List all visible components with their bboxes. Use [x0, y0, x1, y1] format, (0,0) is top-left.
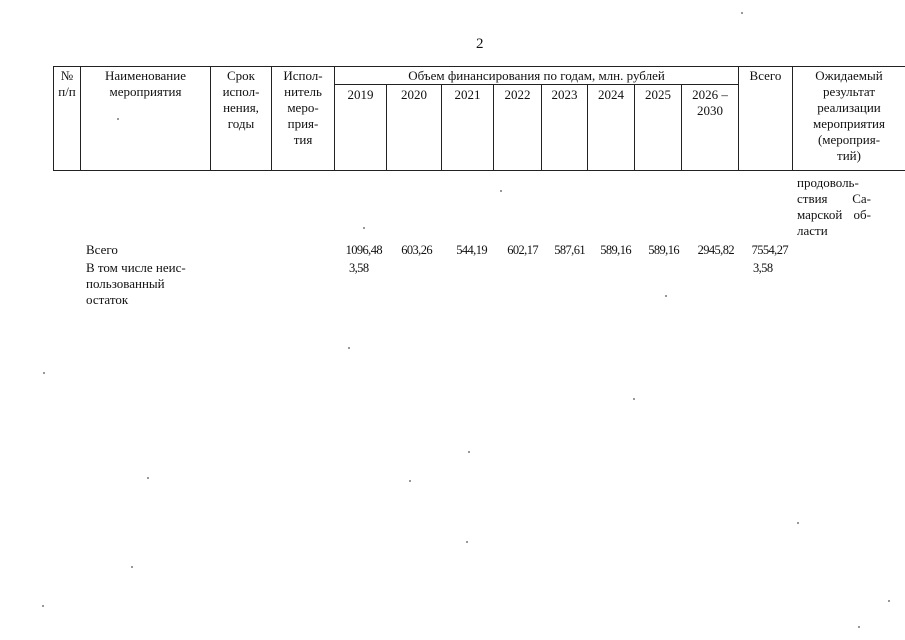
header-year-2020: 2020: [401, 87, 427, 102]
header-total: Всего: [749, 68, 782, 83]
page-number: 2: [476, 36, 484, 52]
total-2022: 602,17: [507, 243, 538, 257]
unused-2019: 3,58: [349, 261, 369, 275]
header-year-2025: 2025: [645, 87, 671, 102]
total-all-years: 7554,27: [751, 243, 788, 257]
header-name: Наименование мероприятия: [105, 68, 186, 99]
total-2021: 544,19: [456, 243, 487, 257]
total-2024: 589,16: [600, 243, 631, 257]
total-2026-2030: 2945,82: [697, 243, 734, 257]
header-term: Срок испол- нения, годы: [222, 68, 260, 131]
total-2023: 587,61: [554, 243, 585, 257]
header-year-2019: 2019: [347, 87, 374, 102]
header-executor: Испол- нитель меро- прия- тия: [283, 68, 323, 147]
header-expected-result: Ожидаемый результат реализации мероприятия (мероприя- тий): [812, 68, 885, 163]
total-2019: 1096,48: [345, 243, 382, 257]
header-year-2021: 2021: [454, 87, 481, 102]
header-year-2023: 2023: [551, 87, 578, 102]
total-2025: 589,16: [648, 243, 679, 257]
header-year-2026-2030: 2026 – 2030: [692, 87, 728, 118]
unused-row-label: В том числе неис- пользованный остаток: [86, 260, 186, 307]
result-continuation: продоволь- ствия Са- марской об- ласти: [797, 175, 871, 238]
total-row-label: Всего: [86, 242, 118, 257]
header-funding-title: Объем финансирования по годам, млн. рублей: [408, 68, 665, 83]
header-year-2022: 2022: [504, 87, 531, 102]
header-year-2024: 2024: [598, 87, 624, 102]
unused-total: 3,58: [753, 261, 773, 275]
header-num: № п/п: [58, 68, 76, 99]
total-2020: 603,26: [401, 243, 432, 257]
